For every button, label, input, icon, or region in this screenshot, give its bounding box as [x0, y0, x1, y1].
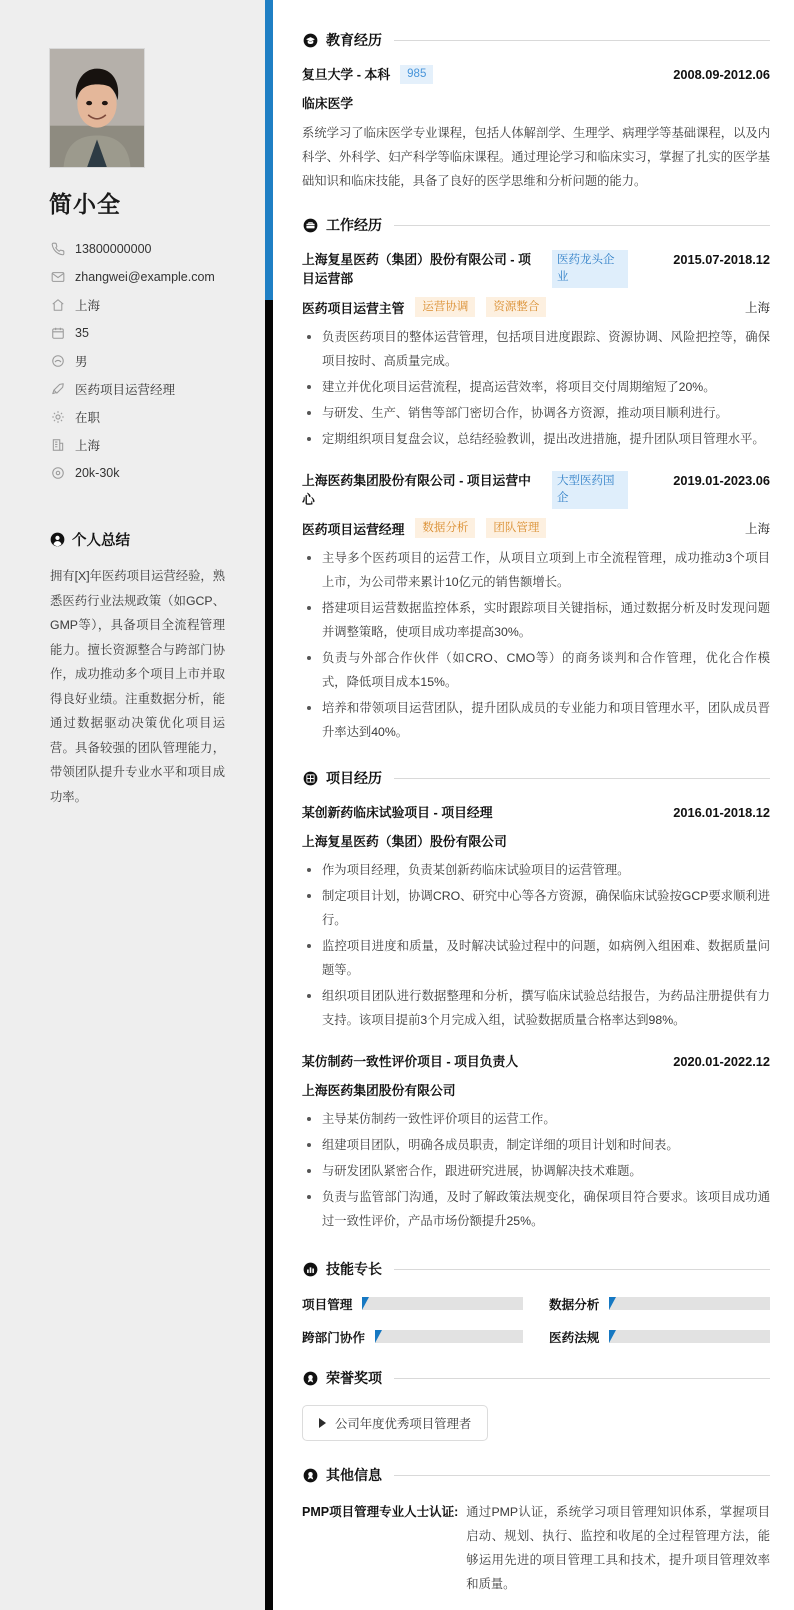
work-company-tag: 大型医药国企 — [552, 471, 628, 509]
section-awards — [302, 1368, 770, 1461]
award-medal-icon — [302, 1370, 318, 1386]
education-entry-left — [302, 65, 663, 84]
section-divider — [394, 1378, 770, 1379]
work-company: 上海复星医药（集团）股份有限公司 - 项目运营部 — [302, 252, 531, 286]
work-bullet: 搭建项目运营数据监控体系，实时跟踪项目关键指标，通过数据分析及时发现问题并调整策略，使项目成功率提高30%。 — [302, 596, 770, 644]
section-other-title: 其他信息 — [326, 1467, 382, 1483]
work-bullet: 培养和带领项目运营团队，提升团队成员的专业能力和项目管理水平，团队成员晋升率达到40%。 — [302, 696, 770, 744]
contact-gender-value: 男 — [75, 355, 88, 369]
contact-workplace — [50, 431, 265, 459]
skill-item — [302, 1294, 523, 1313]
section-skills-title: 技能专长 — [326, 1261, 382, 1277]
skill-track — [375, 1330, 523, 1343]
phone-icon — [50, 241, 66, 257]
avatar — [49, 48, 145, 168]
project-date: 2016.01-2018.12 — [673, 805, 770, 820]
section-divider — [394, 1269, 770, 1270]
award-item — [302, 1405, 488, 1441]
work-date: 2019.01-2023.06 — [673, 473, 770, 488]
skill-track — [609, 1297, 770, 1310]
skill-item — [549, 1327, 770, 1346]
section-other — [302, 1465, 770, 1596]
contact-phone — [50, 235, 265, 263]
work-role-row — [302, 518, 770, 538]
award-label: 公司年度优秀项目管理者 — [335, 1417, 472, 1431]
section-divider — [394, 778, 770, 779]
building-icon — [50, 437, 66, 453]
sidebar — [0, 0, 265, 1610]
section-skills — [302, 1259, 770, 1346]
salary-icon — [50, 465, 66, 481]
education-description: 系统学习了临床医学专业课程，包括人体解剖学、生理学、病理学等基础课程，以及内科学、外科学、妇产科学等临床课程。通过理论学习和临床实习，掌握了扎实的医学基础知识和临床技能，具备了良好的医学思维和分析问题的能力。 — [302, 126, 770, 188]
project-bullet: 组织项目团队进行数据整理和分析，撰写临床试验总结报告，为药品注册提供有力支持。该项目提前3个月完成入组，试验数据质量合格率达到98%。 — [302, 984, 770, 1032]
contact-job-target-value: 医药项目运营经理 — [75, 383, 176, 397]
skill-item — [549, 1294, 770, 1313]
project-entry-row — [302, 803, 770, 822]
project-name: 某仿制药一致性评价项目 - 项目负责人 — [302, 1054, 519, 1069]
work-role-tag: 数据分析 — [415, 518, 475, 538]
work-bullet: 定期组织项目复盘会议，总结经验教训，提出改进措施，提升团队项目管理水平。 — [302, 427, 770, 451]
work-bullet: 负责与外部合作伙伴（如CRO、CMO等）的商务谈判和合作管理，优化合作模式，降低项目成本15%。 — [302, 646, 770, 694]
section-work-title: 工作经历 — [326, 217, 382, 233]
contact-email-value: zhangwei@example.com — [75, 270, 215, 284]
project-bullet: 负责与监管部门沟通，及时了解政策法规变化，确保项目符合要求。该项目成功通过一致性评价，产品市场份额提升25%。 — [302, 1185, 770, 1233]
user-circle-icon — [50, 532, 65, 547]
personal-summary — [0, 529, 265, 809]
work-location: 上海 — [744, 301, 770, 315]
work-entry — [302, 471, 770, 744]
skill-track — [362, 1297, 523, 1310]
section-work — [302, 215, 770, 744]
skill-label: 医药法规 — [549, 1331, 600, 1345]
skills-grid — [302, 1294, 770, 1346]
project-entry — [302, 1052, 770, 1233]
contact-salary-value: 20k-30k — [75, 466, 120, 480]
section-other-header — [302, 1465, 770, 1485]
work-location: 上海 — [744, 522, 770, 536]
mail-icon — [50, 269, 66, 285]
project-entry-row — [302, 1052, 770, 1071]
contact-gender — [50, 347, 265, 375]
section-projects-title: 项目经历 — [326, 770, 382, 786]
work-entry-row — [302, 250, 770, 288]
work-bullet: 主导多个医药项目的运营工作，从项目立项到上市全流程管理，成功推动3个项目上市，为公司带来累计10亿元的销售额增长。 — [302, 546, 770, 594]
education-school: 复旦大学 - 本科 — [302, 67, 391, 82]
project-date: 2020.01-2022.12 — [673, 1054, 770, 1069]
contact-email — [50, 263, 265, 291]
contact-city-value: 上海 — [75, 299, 101, 313]
work-bullet: 负责医药项目的整体运营管理，包括项目进度跟踪、资源协调、风险把控等，确保项目按时、高质量完成。 — [302, 325, 770, 373]
personal-summary-header — [50, 529, 265, 550]
project-entry — [302, 803, 770, 1032]
section-education-header — [302, 30, 770, 50]
work-role-tag: 运营协调 — [415, 297, 475, 317]
project-company: 上海复星医药（集团）股份有限公司 — [302, 834, 507, 849]
education-entry — [302, 65, 770, 193]
contact-salary — [50, 459, 265, 487]
section-divider — [394, 225, 770, 226]
work-company-tag: 医药龙头企业 — [552, 250, 628, 288]
contact-workplace-value: 上海 — [75, 439, 101, 453]
contact-phone-value: 13800000000 — [75, 242, 152, 256]
project-company: 上海医药集团股份有限公司 — [302, 1083, 456, 1098]
section-divider — [394, 40, 770, 41]
other-text: 通过PMP认证，系统学习项目管理知识体系，掌握项目启动、规划、执行、监控和收尾的全过程管理方法，能够运用先进的项目管理工具和技术，提升项目管理效率和质量。 — [466, 1505, 770, 1591]
rocket-icon — [50, 381, 66, 397]
work-role-left — [302, 518, 546, 538]
section-education-title: 教育经历 — [326, 32, 382, 48]
accent-stripe-dark — [265, 300, 273, 1610]
gender-icon — [50, 353, 66, 369]
skill-label: 跨部门协作 — [302, 1331, 365, 1345]
section-skills-header — [302, 1259, 770, 1279]
work-entry — [302, 250, 770, 451]
skill-track — [609, 1330, 770, 1343]
candidate-name: 简小全 — [49, 191, 121, 217]
work-bullet: 与研发、生产、销售等部门密切合作，协调各方资源，推动项目顺利进行。 — [302, 401, 770, 425]
contact-job-target — [50, 375, 265, 403]
main-content — [265, 0, 794, 1610]
status-icon — [50, 409, 66, 425]
section-education — [302, 30, 770, 193]
work-entry-left — [302, 471, 663, 509]
skill-label: 项目管理 — [302, 1298, 353, 1312]
section-work-header — [302, 215, 770, 235]
work-entry-left — [302, 250, 663, 288]
project-bullets — [302, 1107, 770, 1233]
contact-status-value: 在职 — [75, 411, 101, 425]
education-date: 2008.09-2012.06 — [673, 67, 770, 82]
project-grid-icon — [302, 770, 318, 786]
other-item — [302, 1500, 770, 1596]
other-label: PMP项目管理专业人士认证: — [302, 1505, 459, 1519]
work-company: 上海医药集团股份有限公司 - 项目运营中心 — [302, 473, 531, 507]
work-date: 2015.07-2018.12 — [673, 252, 770, 267]
project-bullet: 监控项目进度和质量，及时解决试验过程中的问题，如病例入组困难、数据质量问题等。 — [302, 934, 770, 982]
education-entry-row — [302, 65, 770, 84]
award-medal-icon — [302, 1467, 318, 1483]
personal-summary-title: 个人总结 — [72, 533, 130, 549]
section-awards-title: 荣誉奖项 — [326, 1370, 382, 1386]
graduation-cap-icon — [302, 32, 318, 48]
section-divider — [394, 1475, 770, 1476]
section-projects — [302, 768, 770, 1233]
work-bullets — [302, 325, 770, 451]
work-bullet: 建立并优化项目运营流程，提高运营效率，将项目交付周期缩短了20%。 — [302, 375, 770, 399]
contact-city — [50, 291, 265, 319]
work-role: 医药项目运营经理 — [302, 521, 405, 537]
accent-stripe — [265, 0, 273, 300]
contact-age — [50, 319, 265, 347]
project-bullet: 主导某仿制药一致性评价项目的运营工作。 — [302, 1107, 770, 1131]
project-name: 某创新药临床试验项目 - 项目经理 — [302, 805, 493, 820]
work-bullets — [302, 546, 770, 744]
briefcase-icon — [302, 217, 318, 233]
work-entry-row — [302, 471, 770, 509]
education-tag: 985 — [400, 65, 433, 84]
skill-chart-icon — [302, 1261, 318, 1277]
skill-item — [302, 1327, 523, 1346]
work-role-row — [302, 297, 770, 317]
work-role: 医药项目运营主管 — [302, 300, 405, 316]
home-icon — [50, 297, 66, 313]
education-major: 临床医学 — [302, 96, 354, 111]
contact-status — [50, 403, 265, 431]
calendar-icon — [50, 325, 66, 341]
project-bullets — [302, 858, 770, 1032]
play-triangle-icon — [319, 1418, 326, 1428]
personal-summary-text: 拥有[X]年医药项目运营经验，熟悉医药行业法规政策（如GCP、GMP等），具备项目全流程管理能力。擅长资源整合与跨部门协作，成功推动多个项目上市并取得良好业绩。注重数据分析，能通过数据驱动决策优化项目运营。具备较强的团队管理能力，带领团队提升专业水平和项目成功率。 — [50, 569, 225, 804]
section-projects-header — [302, 768, 770, 788]
project-bullet: 与研发团队紧密合作，跟进研究进展，协调解决技术难题。 — [302, 1159, 770, 1183]
contact-age-value: 35 — [75, 326, 89, 340]
section-awards-header — [302, 1368, 770, 1388]
work-role-tag: 资源整合 — [486, 297, 546, 317]
contact-list — [0, 235, 265, 487]
work-role-left — [302, 297, 546, 317]
project-bullet: 制定项目计划，协调CRO、研究中心等各方资源，确保临床试验按GCP要求顺利进行。 — [302, 884, 770, 932]
project-bullet: 组建项目团队，明确各成员职责，制定详细的项目计划和时间表。 — [302, 1133, 770, 1157]
skill-label: 数据分析 — [549, 1298, 600, 1312]
work-role-tag: 团队管理 — [486, 518, 546, 538]
project-bullet: 作为项目经理，负责某创新药临床试验项目的运营管理。 — [302, 858, 770, 882]
